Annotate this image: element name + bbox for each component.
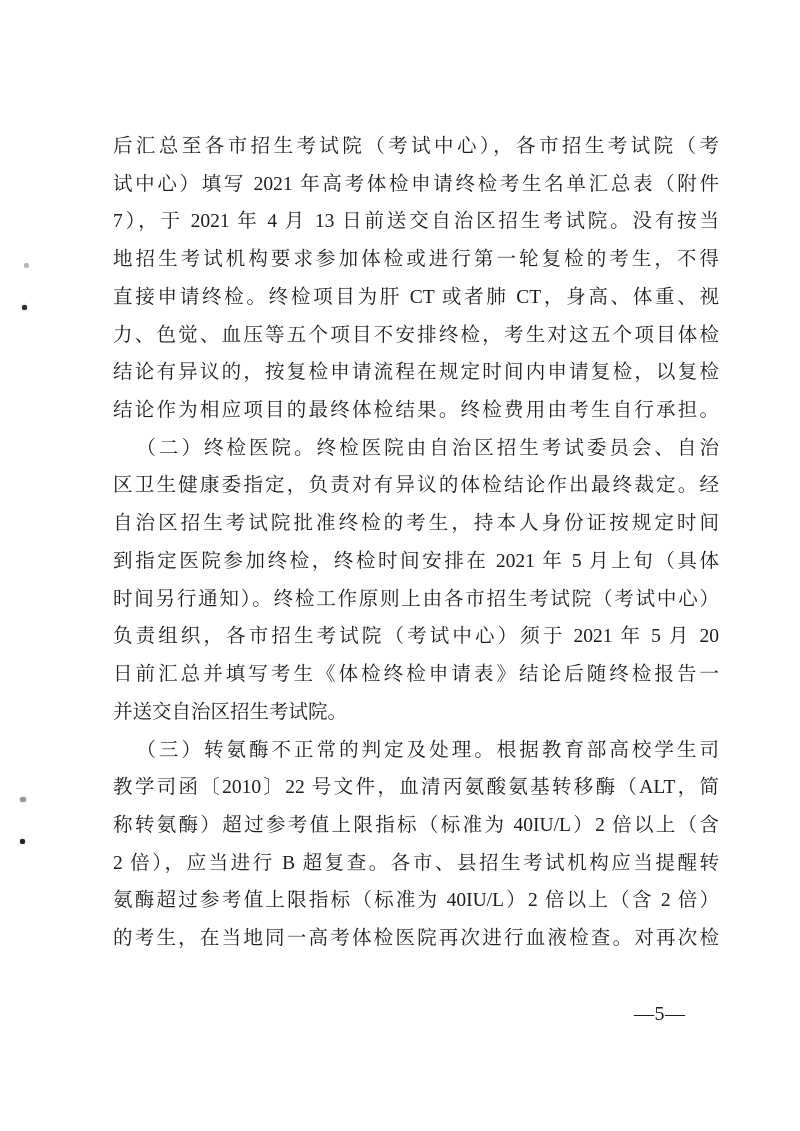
text-line: 时间另行通知）。终检工作原则上由各市招生考试院（考试中心） xyxy=(113,588,719,610)
scan-speck xyxy=(20,797,26,802)
text-line: 区卫生健康委指定，负责对有异议的体检结论作出最终裁定。经 xyxy=(113,475,719,497)
text-line: 并送交自治区招生考试院。 xyxy=(113,701,348,723)
scan-speck xyxy=(24,263,29,268)
text-line: 2 倍），应当进行 B 超复查。各市、县招生考试机构应当提醒转 xyxy=(113,852,719,874)
text-line: 力、色觉、血压等五个项目不安排终检，考生对这五个项目体检 xyxy=(113,324,719,346)
text-line: 后汇总至各市招生考试院（考试中心），各市招生考试院（考 xyxy=(113,136,719,157)
text-line: （三）转氨酶不正常的判定及处理。根据教育部高校学生司 xyxy=(136,739,719,761)
scan-speck xyxy=(20,839,25,844)
text-line: 试中心）填写 2021 年高考体检申请终检考生名单汇总表（附件 xyxy=(113,173,719,195)
text-line: 直接申请终检。终检项目为肝 CT 或者肺 CT，身高、体重、视 xyxy=(113,286,719,308)
text-line: 称转氨酶）超过参考值上限指标（标准为 40IU/L）2 倍以上（含 xyxy=(113,814,719,836)
text-line: 的考生，在当地同一高考体检医院再次进行血液检查。对再次检 xyxy=(113,928,719,950)
document-body xyxy=(113,128,719,958)
text-line: 自治区招生考试院批准终检的考生，持本人身份证按规定时间 xyxy=(113,513,719,535)
text-line: 日前汇总并填写考生《体检终检申请表》结论后随终检报告一 xyxy=(113,664,719,686)
text-line: 结论作为相应项目的最终体检结果。终检费用由考生自行承担。 xyxy=(113,400,719,422)
text-line: 教学司函〔2010〕22 号文件，血清丙氨酸氨基转移酶（ALT，简 xyxy=(113,777,719,799)
text-line: 7），于 2021 年 4 月 13 日前送交自治区招生考试院。没有按当 xyxy=(113,211,719,233)
scan-speck xyxy=(22,305,27,310)
text-line: 结论有异议的，按复检申请流程在规定时间内申请复检，以复检 xyxy=(113,362,719,384)
page-number: —5— xyxy=(634,1003,686,1025)
text-line: 负责组织，各市招生考试院（考试中心）须于 2021 年 5 月 20 xyxy=(113,626,719,648)
text-line: 到指定医院参加终检，终检时间安排在 2021 年 5 月上旬（具体 xyxy=(113,550,719,572)
text-line: （二）终检医院。终检医院由自治区招生考试委员会、自治 xyxy=(136,437,719,459)
text-line: 地招生考试机构要求参加体检或进行第一轮复检的考生，不得 xyxy=(113,249,719,271)
text-line: 氨酶超过参考值上限指标（标准为 40IU/L）2 倍以上（含 2 倍） xyxy=(113,890,719,912)
